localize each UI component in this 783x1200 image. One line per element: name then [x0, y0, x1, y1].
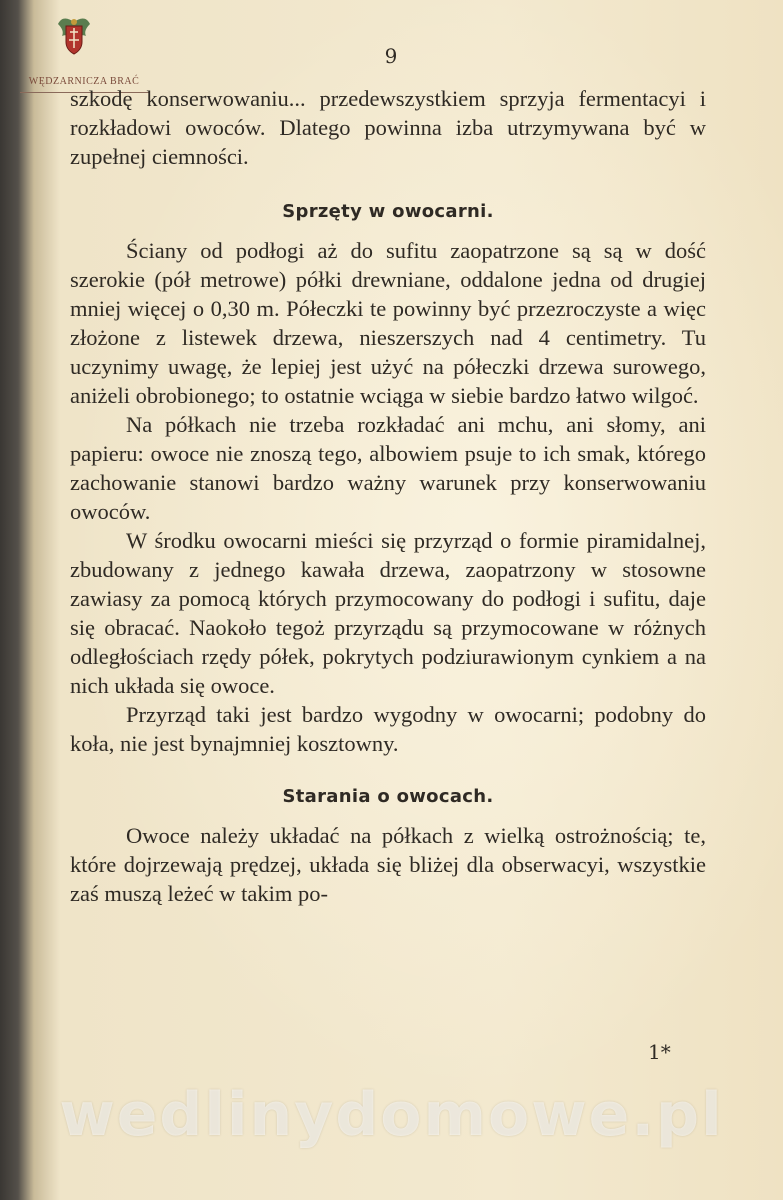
page-number: 9	[384, 44, 398, 68]
paragraph: Na półkach nie trzeba rozkładać ani mchu, ani słomy, ani papieru: owoce nie znoszą tego, albowiem psuje to ich smak, którego zachowanie stanowi bardzo ważny warunek przy konserwowaniu owoców.	[70, 412, 706, 524]
section-heading-fruit-care: Starania o owocach.	[282, 786, 494, 807]
publisher-logo	[14, 14, 140, 94]
site-watermark: wedlinydomowe.pl	[59, 1080, 724, 1150]
signature-mark: 1*	[648, 1040, 671, 1064]
paragraph: Owoce należy układać na półkach z wielką ostrożnością; te, które dojrzewają prędzej, układa się bliżej dla obserwacyi, wszystkie zaś muszą leżeć w takim po-	[70, 823, 706, 906]
paragraph: Ściany od podłogi aż do sufitu zaopatrzone są są w dość szerokie (pół metrowe) półki drewniane, oddalone jedna od drugiej mniej więcej o 0,30 m. Półeczki te powinny być przezroczyste a więc złożone z listewek drzewa, nieszerszych nad 4 centimetry. Tu uczynimy uwagę, że lepiej jest użyć na półeczki drzewa surowego, aniżeli obrobionego; to ostatnie wciąga w siebie bardzo łatwo wilgoć.	[70, 238, 706, 408]
intro-paragraph: szkodę konserwowaniu... przedewszystkiem sprzyja fermentacyi i rozkładowi owoców. Dlatego powinna izba utrzymywana być w zupełnej ciemności.	[70, 86, 706, 169]
section-heading-equipment: Sprzęty w owocarni.	[282, 201, 494, 222]
coat-of-arms-icon	[52, 14, 96, 60]
body-text	[70, 84, 706, 908]
paragraph: W środku owocarni mieści się przyrząd o formie piramidalnej, zbudowany z jednego kawała drzewa, zaopatrzony w stosowne zawiasy za pomocą których przymocowany do podłogi i sufitu, daje się obracać. Naokoło tegoż przyrządu są przymocowane w różnych odległościach rzędy półek, pokrytych podziurawionym cynkiem a na nich układa się owoce.	[70, 528, 706, 698]
paragraph: Przyrząd taki jest bardzo wygodny w owocarni; podobny do koła, nie jest bynajmniej kosztowny.	[70, 702, 706, 756]
logo-text: WĘDZARNICZA BRAĆ	[28, 76, 140, 87]
